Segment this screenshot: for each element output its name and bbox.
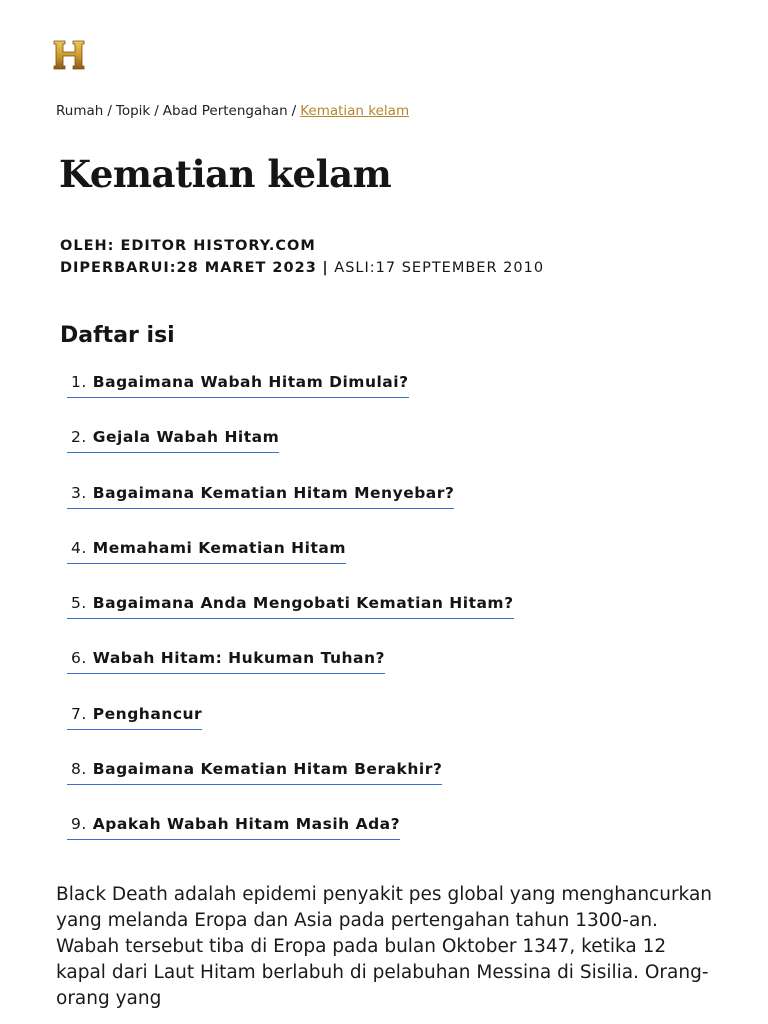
toc-item [67, 372, 514, 427]
meta-divider: | [322, 260, 329, 276]
toc-number: 9. [71, 815, 87, 834]
breadcrumb-separator: / [107, 103, 112, 119]
breadcrumb-separator: / [291, 103, 297, 119]
toc-label: Bagaimana Kematian Hitam Berakhir? [92, 760, 443, 779]
toc-item [67, 704, 514, 759]
toc-link-8[interactable] [67, 760, 442, 785]
toc-number: 6. [71, 649, 87, 668]
original-date: ASLI:17 SEPTEMBER 2010 [334, 260, 545, 276]
breadcrumb-current[interactable]: Kematian kelam [300, 103, 410, 119]
toc-number: 7. [71, 704, 87, 723]
toc-link-3[interactable] [67, 484, 454, 509]
breadcrumb-middle-ages[interactable]: Abad Pertengahan [162, 103, 288, 119]
toc-label: Memahami Kematian Hitam [92, 538, 346, 557]
table-of-contents [67, 372, 514, 870]
toc-label: Wabah Hitam: Hukuman Tuhan? [92, 649, 386, 668]
toc-item [67, 593, 514, 648]
page-title: Kematian kelam [59, 152, 392, 196]
toc-link-4[interactable] [67, 539, 346, 564]
byline: OLEH: EDITOR HISTORY.COM [60, 238, 316, 254]
toc-label: Gejala Wabah Hitam [92, 428, 280, 447]
breadcrumb-separator: / [154, 103, 159, 119]
toc-link-6[interactable] [67, 649, 385, 674]
toc-item [67, 427, 514, 482]
toc-link-9[interactable] [67, 815, 400, 840]
breadcrumb-topics[interactable]: Topik [115, 103, 151, 119]
toc-label: Apakah Wabah Hitam Masih Ada? [92, 815, 401, 834]
toc-label: Bagaimana Wabah Hitam Dimulai? [92, 373, 409, 391]
toc-link-5[interactable] [67, 594, 514, 619]
history-logo[interactable] [53, 40, 85, 70]
breadcrumb [56, 103, 409, 119]
toc-link-1[interactable] [67, 373, 409, 398]
toc-number: 1. [71, 373, 87, 391]
toc-label: Penghancur [92, 704, 203, 723]
toc-label: Bagaimana Anda Mengobati Kematian Hitam? [92, 594, 514, 613]
toc-item [67, 483, 514, 538]
toc-number: 4. [71, 538, 87, 557]
toc-number: 8. [71, 760, 87, 779]
article-intro: Black Death adalah epidemi penyakit pes global yang menghancurkan yang melanda Eropa dan Asia pada pertengahan tahun 1300-an. Wabah tersebut tiba di Eropa pada bulan Oktober 1347, ketika 12 kapal dari Laut Hitam berlabuh di pelabuhan Messina di Sisilia. Orang-orang yang [56, 884, 713, 1009]
toc-number: 5. [71, 594, 87, 613]
toc-item [67, 648, 514, 703]
updated-date: DIPERBARUI:28 MARET 2023 [60, 260, 317, 276]
toc-link-2[interactable] [67, 428, 279, 453]
toc-link-7[interactable] [67, 705, 202, 730]
history-logo-icon [53, 40, 85, 70]
toc-item [67, 538, 514, 593]
toc-number: 2. [71, 428, 87, 447]
toc-item [67, 759, 514, 814]
article-meta [60, 235, 544, 279]
toc-title: Daftar isi [60, 323, 175, 348]
toc-label: Bagaimana Kematian Hitam Menyebar? [92, 483, 455, 502]
breadcrumb-home[interactable]: Rumah [56, 103, 104, 119]
toc-item [67, 814, 514, 869]
toc-number: 3. [71, 483, 87, 502]
